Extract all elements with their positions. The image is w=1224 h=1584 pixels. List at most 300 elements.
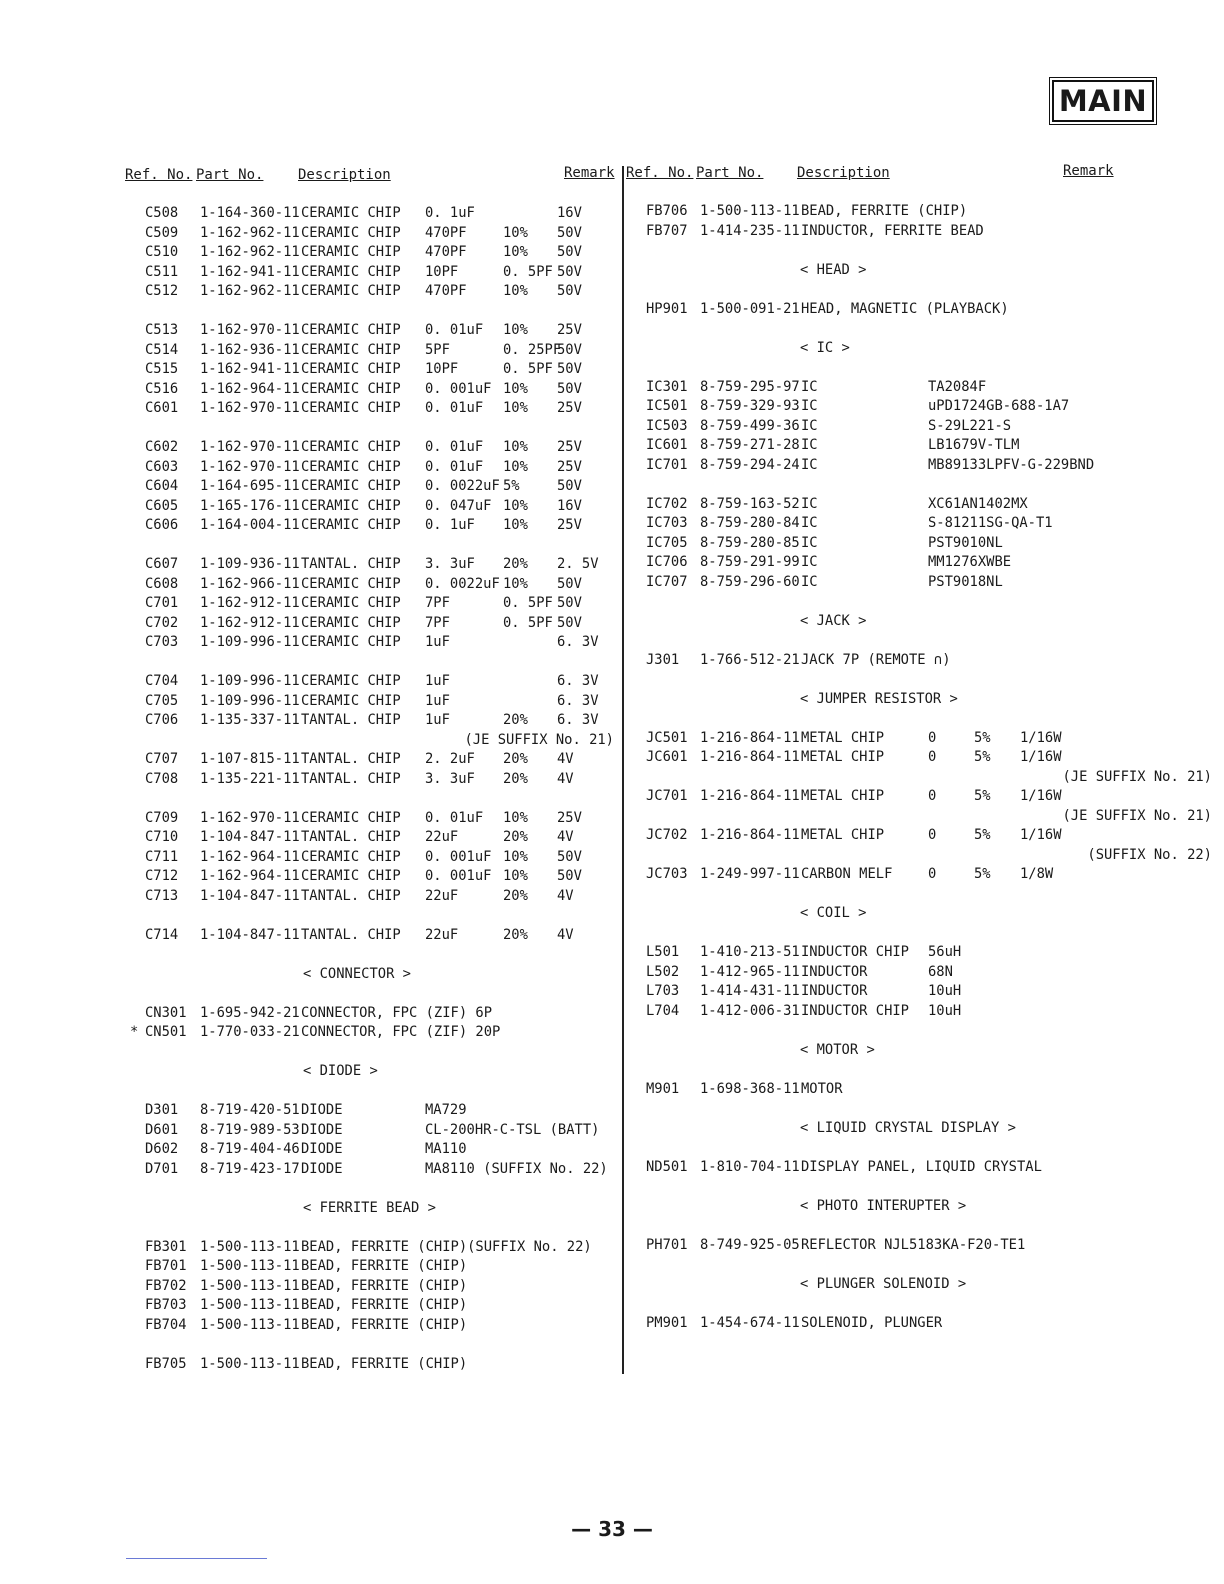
part-description: CERAMIC CHIP <box>301 595 401 611</box>
ref-number: C514 <box>145 341 179 358</box>
part-value: 0. 047uF <box>425 497 492 514</box>
ref-number: IC703 <box>646 515 688 531</box>
part-description: TANTAL. CHIP <box>301 926 401 943</box>
part-number: 1-216-864-11 <box>700 729 800 746</box>
part-value: 0 <box>928 866 937 882</box>
part-description: BEAD, FERRITE (CHIP) <box>301 1297 468 1313</box>
part-row <box>0 1161 620 1181</box>
part-tolerance: 10% <box>503 497 528 514</box>
ref-number: FB705 <box>145 1355 187 1372</box>
part-description: CERAMIC CHIP <box>301 205 401 221</box>
part-row <box>0 751 620 771</box>
part-rating: 16V <box>557 205 582 221</box>
part-value: MA8110 (SUFFIX No. 22) <box>425 1160 608 1177</box>
header-remark-right: Remark <box>1063 163 1114 179</box>
part-tolerance: 10% <box>503 458 528 475</box>
category-heading <box>624 1042 1224 1062</box>
row-spacer <box>0 1180 620 1200</box>
suffix-note: (SUFFIX No. 22) <box>1087 846 1212 863</box>
ref-number: C510 <box>145 244 179 260</box>
ref-number: C512 <box>145 283 179 299</box>
part-value: 0 <box>928 788 937 804</box>
part-description: BEAD, FERRITE (CHIP) <box>801 203 968 219</box>
part-row <box>624 437 1224 457</box>
part-number: 1-162-964-11 <box>200 380 300 397</box>
part-description: CERAMIC CHIP <box>301 575 401 592</box>
part-value: PST9018NL <box>928 573 1003 590</box>
part-description: CERAMIC CHIP <box>301 517 401 533</box>
part-description: BEAD, FERRITE (CHIP) <box>301 1258 468 1274</box>
part-rating: 50V <box>557 848 582 865</box>
part-rating: 4V <box>557 926 574 943</box>
part-number: 1-695-942-21 <box>200 1004 300 1021</box>
ref-number: IC601 <box>646 437 688 453</box>
part-row <box>624 983 1224 1003</box>
part-number: 1-162-970-11 <box>200 809 300 826</box>
part-row <box>624 554 1224 574</box>
part-description: IC <box>801 378 818 395</box>
ref-number: C509 <box>145 224 179 241</box>
part-row <box>0 1258 620 1278</box>
ref-number: JC702 <box>646 827 688 843</box>
ref-number: IC503 <box>646 417 688 434</box>
part-description: TANTAL. CHIP <box>301 829 401 845</box>
part-description: CERAMIC CHIP <box>301 614 401 631</box>
part-value: 1uF <box>425 712 450 728</box>
ref-number: FB702 <box>145 1277 187 1294</box>
part-rating: 50V <box>557 380 582 397</box>
part-row <box>624 964 1224 984</box>
part-value: 470PF <box>425 244 467 260</box>
part-value: 0. 1uF <box>425 517 475 533</box>
part-number: 1-412-006-31 <box>700 1002 800 1019</box>
part-value: 0. 01uF <box>425 439 484 455</box>
part-value: CL-200HR-C-TSL (BATT) <box>425 1121 600 1138</box>
ref-number: FB707 <box>646 222 688 239</box>
ref-number: D601 <box>145 1121 179 1138</box>
part-value: 0. 01uF <box>425 458 484 475</box>
header-part-left: Part No. <box>196 167 264 183</box>
part-description: INDUCTOR CHIP <box>801 1002 909 1019</box>
part-number: 1-104-847-11 <box>200 926 300 943</box>
part-description: IC <box>801 417 818 434</box>
part-number: 1-135-337-11 <box>200 712 300 728</box>
part-value: 10PF <box>425 263 459 280</box>
ref-number: PM901 <box>646 1314 688 1331</box>
part-rating: 1/16W <box>1020 729 1062 746</box>
part-rating: 25V <box>557 439 582 455</box>
part-number: 1-162-962-11 <box>200 283 300 299</box>
part-value: 5PF <box>425 341 450 358</box>
row-spacer <box>0 654 620 674</box>
part-number: 1-107-815-11 <box>200 751 300 767</box>
header-desc-right: Description <box>797 165 890 181</box>
row-spacer <box>0 1083 620 1103</box>
part-value: S-29L221-S <box>928 417 1012 434</box>
ref-number: C711 <box>145 848 179 865</box>
ref-number: C515 <box>145 361 179 377</box>
category-heading <box>624 340 1224 360</box>
part-row <box>0 634 620 654</box>
part-row <box>0 673 620 693</box>
part-description: TANTAL. CHIP <box>301 556 401 572</box>
row-spacer <box>0 946 620 966</box>
part-value: 0. 01uF <box>425 322 484 338</box>
part-number: 1-109-936-11 <box>200 556 300 572</box>
part-row <box>0 264 620 284</box>
ref-number: C608 <box>145 575 179 592</box>
part-row <box>0 322 620 342</box>
part-value: MB89133LPFV-G-229BND <box>928 456 1095 473</box>
part-rating: 50V <box>557 361 582 377</box>
part-row <box>624 203 1224 223</box>
category-heading <box>624 1198 1224 1218</box>
ref-number: D602 <box>145 1141 179 1157</box>
ref-number: IC701 <box>646 456 688 473</box>
row-spacer <box>624 886 1224 906</box>
ref-number: C516 <box>145 380 179 397</box>
ref-number: HP901 <box>646 300 688 317</box>
category-label: < HEAD > <box>800 261 867 278</box>
part-description: HEAD, MAGNETIC (PLAYBACK) <box>801 300 1009 317</box>
part-rating: 50V <box>557 244 582 260</box>
ref-number: C710 <box>145 829 179 845</box>
part-description: CERAMIC CHIP <box>301 809 401 826</box>
part-tolerance: 0. 5PF <box>503 361 553 377</box>
ref-number: C603 <box>145 458 179 475</box>
part-number: 1-164-004-11 <box>200 517 300 533</box>
part-tolerance: 0. 5PF <box>503 595 553 611</box>
part-row <box>0 381 620 401</box>
part-row <box>0 1278 620 1298</box>
ref-number: M901 <box>646 1080 680 1097</box>
part-row <box>0 595 620 615</box>
part-rating: 25V <box>557 400 582 416</box>
category-heading <box>624 613 1224 633</box>
part-value: 1uF <box>425 634 450 650</box>
part-tolerance: 10% <box>503 322 528 338</box>
part-value: 3. 3uF <box>425 770 475 787</box>
part-tolerance: 0. 25PF <box>503 341 562 358</box>
part-description: CERAMIC CHIP <box>301 263 401 280</box>
part-value: 0. 001uF <box>425 380 492 397</box>
ref-number: C712 <box>145 868 179 884</box>
part-tolerance: 10% <box>503 809 528 826</box>
part-row <box>0 361 620 381</box>
part-value: 56uH <box>928 944 962 960</box>
part-description: CERAMIC CHIP <box>301 478 401 494</box>
part-row <box>624 652 1224 672</box>
ref-number: C607 <box>145 556 179 572</box>
part-value: 3. 3uF <box>425 556 475 572</box>
row-spacer <box>0 537 620 557</box>
header-ref-left: Ref. No. <box>125 167 193 183</box>
part-number: 1-500-113-11 <box>200 1258 300 1274</box>
part-description: CONNECTOR, FPC (ZIF) 6P <box>301 1004 493 1021</box>
part-number: 1-162-912-11 <box>200 614 300 631</box>
part-value: 10PF <box>425 361 459 377</box>
part-value: MM1276XWBE <box>928 554 1012 570</box>
part-number: 1-500-113-11 <box>200 1238 300 1255</box>
part-number: 1-500-113-11 <box>200 1277 300 1294</box>
part-row <box>0 459 620 479</box>
part-description: IC <box>801 573 818 590</box>
ref-number: FB704 <box>145 1316 187 1333</box>
part-row <box>624 457 1224 477</box>
part-value: TA2084F <box>928 378 987 395</box>
part-row <box>0 439 620 459</box>
header-desc-left: Description <box>298 167 391 183</box>
part-row <box>0 849 620 869</box>
part-tolerance: 10% <box>503 400 528 416</box>
part-description: CERAMIC CHIP <box>301 224 401 241</box>
part-rating: 25V <box>557 517 582 533</box>
ref-number: C701 <box>145 595 179 611</box>
row-spacer <box>624 242 1224 262</box>
part-row <box>624 379 1224 399</box>
part-row <box>0 342 620 362</box>
part-number: 8-759-291-99 <box>700 554 800 570</box>
part-number: 8-719-404-46 <box>200 1141 300 1157</box>
header-ref-right: Ref. No. <box>626 165 694 181</box>
part-number: 1-216-864-11 <box>700 788 800 804</box>
part-tolerance: 10% <box>503 283 528 299</box>
ref-number: C702 <box>145 614 179 631</box>
ref-number: C606 <box>145 517 179 533</box>
category-heading <box>624 1276 1224 1296</box>
part-tolerance: 20% <box>503 926 528 943</box>
part-tolerance: 10% <box>503 439 528 455</box>
part-description: TANTAL. CHIP <box>301 887 401 904</box>
part-description: IC <box>801 456 818 473</box>
part-description: METAL CHIP <box>801 827 885 843</box>
row-spacer <box>624 281 1224 301</box>
ref-number: C708 <box>145 770 179 787</box>
row-spacer <box>624 1061 1224 1081</box>
category-heading <box>0 1063 620 1083</box>
part-number: 8-759-499-36 <box>700 417 800 434</box>
part-description: BEAD, FERRITE (CHIP) <box>301 1277 468 1294</box>
part-row <box>0 1317 620 1337</box>
part-description: CERAMIC CHIP <box>301 244 401 260</box>
ref-number: L501 <box>646 944 680 960</box>
part-rating: 1/16W <box>1020 749 1062 765</box>
ref-number: IC707 <box>646 573 688 590</box>
ref-number: CN301 <box>145 1004 187 1021</box>
part-tolerance: 5% <box>974 827 991 843</box>
part-rating: 50V <box>557 614 582 631</box>
part-value: XC61AN1402MX <box>928 495 1028 512</box>
parts-list-left <box>0 205 620 1375</box>
part-number: 8-759-280-84 <box>700 515 800 531</box>
suffix-note: (JE SUFFIX No. 21) <box>464 731 614 748</box>
part-number: 1-109-996-11 <box>200 634 300 650</box>
part-row <box>624 398 1224 418</box>
ref-number: C703 <box>145 634 179 650</box>
part-description: DIODE <box>301 1121 343 1138</box>
part-tolerance: 20% <box>503 887 528 904</box>
part-description: REFLECTOR NJL5183KA-F20-TE1 <box>801 1236 1026 1253</box>
ref-number: FB301 <box>145 1238 187 1255</box>
part-rating: 6. 3V <box>557 712 599 728</box>
category-heading <box>624 262 1224 282</box>
part-row <box>0 771 620 791</box>
part-number: 8-759-280-85 <box>700 534 800 551</box>
part-value: 0. 0022uF <box>425 575 500 592</box>
ref-number: C605 <box>145 497 179 514</box>
part-tolerance: 10% <box>503 244 528 260</box>
part-tolerance: 5% <box>974 729 991 746</box>
part-rating: 4V <box>557 829 574 845</box>
part-row <box>0 556 620 576</box>
part-value: uPD1724GB-688-1A7 <box>928 398 1070 414</box>
part-description: TANTAL. CHIP <box>301 770 401 787</box>
part-number: 1-500-113-11 <box>200 1316 300 1333</box>
row-spacer <box>624 632 1224 652</box>
part-number: 1-109-996-11 <box>200 692 300 709</box>
star-mark: * <box>130 1024 139 1040</box>
ref-number: JC601 <box>646 749 688 765</box>
part-rating: 4V <box>557 751 574 767</box>
part-number: 1-162-962-11 <box>200 244 300 260</box>
part-tolerance: 10% <box>503 575 528 592</box>
part-number: 1-249-997-11 <box>700 866 800 882</box>
part-tolerance: 0. 5PF <box>503 614 553 631</box>
part-description: CERAMIC CHIP <box>301 673 401 689</box>
part-number: 1-165-176-11 <box>200 497 300 514</box>
part-tolerance: 20% <box>503 556 528 572</box>
part-description: BEAD, FERRITE (CHIP)(SUFFIX No. 22) <box>301 1238 592 1255</box>
part-tolerance: 10% <box>503 380 528 397</box>
part-number: 1-500-091-21 <box>700 300 800 317</box>
part-value: 1uF <box>425 692 450 709</box>
part-row <box>0 478 620 498</box>
parts-list-right <box>624 203 1224 1334</box>
part-value: 68N <box>928 963 953 980</box>
part-number: 1-414-235-11 <box>700 222 800 239</box>
category-label: < COIL > <box>800 905 867 921</box>
part-row <box>624 866 1224 886</box>
part-rating: 6. 3V <box>557 673 599 689</box>
part-description: JACK 7P (REMOTE ∩) <box>801 651 951 668</box>
part-rating: 50V <box>557 575 582 592</box>
part-value: 2. 2uF <box>425 751 475 767</box>
part-description: CERAMIC CHIP <box>301 634 401 650</box>
ref-number: C601 <box>145 400 179 416</box>
part-row <box>0 283 620 303</box>
row-spacer <box>624 320 1224 340</box>
part-tolerance: 20% <box>503 770 528 787</box>
header-remark-left: Remark <box>564 165 615 181</box>
ref-number: IC702 <box>646 495 688 512</box>
row-spacer <box>624 710 1224 730</box>
part-number: 1-104-847-11 <box>200 829 300 845</box>
ref-number: C713 <box>145 887 179 904</box>
part-description: DIODE <box>301 1141 343 1157</box>
suffix-note: (JE SUFFIX No. 21) <box>1062 807 1212 824</box>
suffix-note-row <box>624 847 1224 867</box>
ref-number: IC301 <box>646 378 688 395</box>
part-rating: 50V <box>557 478 582 494</box>
part-rating: 25V <box>557 458 582 475</box>
part-rating: 4V <box>557 887 574 904</box>
row-spacer <box>0 1336 620 1356</box>
part-number: 1-162-964-11 <box>200 848 300 865</box>
part-row <box>0 829 620 849</box>
part-rating: 50V <box>557 224 582 241</box>
part-number: 8-759-296-60 <box>700 573 800 590</box>
part-row <box>0 400 620 420</box>
ref-number: L704 <box>646 1002 680 1019</box>
part-tolerance: 5% <box>974 866 991 882</box>
part-description: CONNECTOR, FPC (ZIF) 20P <box>301 1024 501 1040</box>
part-number: 1-162-964-11 <box>200 868 300 884</box>
part-rating: 25V <box>557 322 582 338</box>
part-description: INDUCTOR <box>801 963 868 980</box>
part-row <box>0 888 620 908</box>
part-description: SOLENOID, PLUNGER <box>801 1314 943 1331</box>
row-spacer <box>0 790 620 810</box>
part-rating: 6. 3V <box>557 692 599 709</box>
part-number: 1-109-996-11 <box>200 673 300 689</box>
part-row <box>624 1159 1224 1179</box>
ref-number: C513 <box>145 322 179 338</box>
category-label: < MOTOR > <box>800 1041 875 1058</box>
part-row <box>624 418 1224 438</box>
part-number: 8-759-294-24 <box>700 456 800 473</box>
part-description: IC <box>801 554 818 570</box>
part-number: 1-216-864-11 <box>700 827 800 843</box>
ref-number: IC705 <box>646 534 688 551</box>
part-description: IC <box>801 437 818 453</box>
part-description: IC <box>801 495 818 512</box>
category-label: < JUMPER RESISTOR > <box>800 690 958 707</box>
part-description: TANTAL. CHIP <box>301 751 401 767</box>
part-description: CERAMIC CHIP <box>301 322 401 338</box>
row-spacer <box>0 985 620 1005</box>
suffix-note-row <box>624 808 1224 828</box>
row-spacer <box>624 1256 1224 1276</box>
ref-number: CN501 <box>145 1024 187 1040</box>
part-value: PST9010NL <box>928 534 1003 551</box>
part-number: 1-162-936-11 <box>200 341 300 358</box>
part-number: 1-164-695-11 <box>200 478 300 494</box>
part-row <box>624 944 1224 964</box>
part-value: 0 <box>928 749 937 765</box>
part-number: 8-719-420-51 <box>200 1102 300 1118</box>
part-number: 1-162-941-11 <box>200 361 300 377</box>
part-number: 1-500-113-11 <box>700 203 800 219</box>
ref-number: C714 <box>145 926 179 943</box>
part-value: 0. 0022uF <box>425 478 500 494</box>
part-number: 1-698-368-11 <box>700 1080 800 1097</box>
ref-number: C604 <box>145 478 179 494</box>
part-number: 1-135-221-11 <box>200 770 300 787</box>
category-heading <box>624 691 1224 711</box>
part-row <box>0 244 620 264</box>
part-rating: 2. 5V <box>557 556 599 572</box>
ref-number: C508 <box>145 205 179 221</box>
part-number: 8-719-989-53 <box>200 1121 300 1138</box>
suffix-note-row <box>0 732 620 752</box>
part-description: IC <box>801 398 818 414</box>
ref-number: IC706 <box>646 554 688 570</box>
part-row <box>0 498 620 518</box>
part-number: 8-749-925-05 <box>700 1236 800 1253</box>
part-value: 0 <box>928 729 937 746</box>
part-number: 1-162-970-11 <box>200 400 300 416</box>
part-number: 1-162-970-11 <box>200 439 300 455</box>
